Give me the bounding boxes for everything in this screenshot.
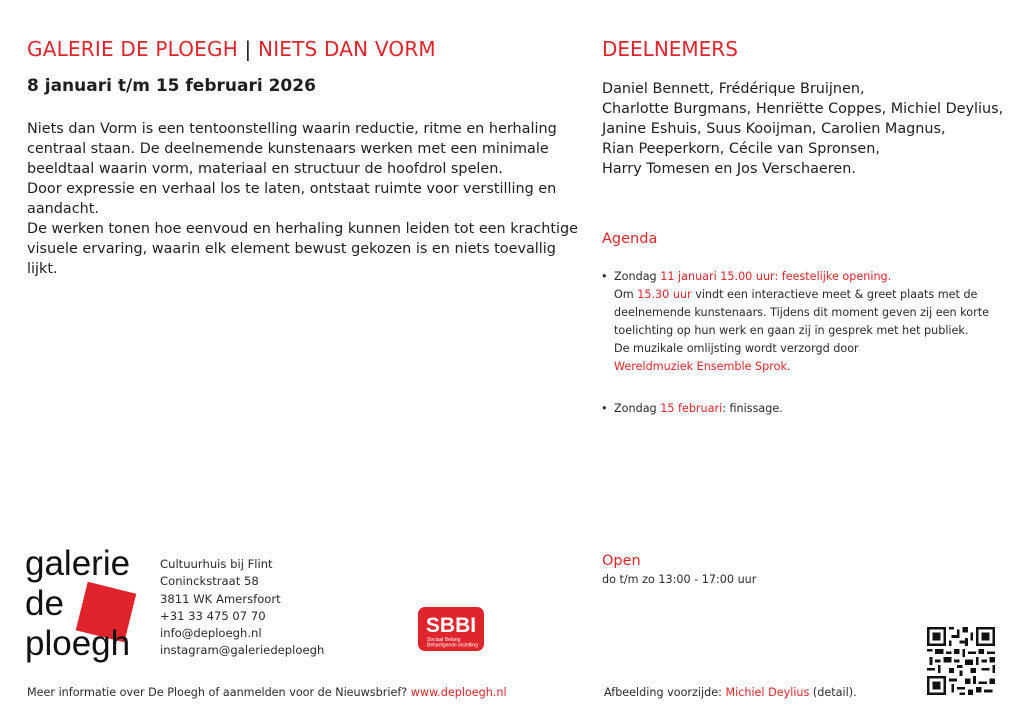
agenda-line: De muzikale omlijsting wordt verzorgd door bbox=[614, 342, 859, 355]
footer-info-text: Meer informatie over De Ploegh of aanmelden voor de Nieuwsbrief? bbox=[27, 686, 411, 699]
agenda-highlight: 11 januari 15.00 uur: feestelijke opening. bbox=[660, 270, 892, 283]
phone-number: +31 33 475 07 70 bbox=[160, 608, 266, 623]
participants-line: Rian Peeperkorn, Cécile van Spronsen, bbox=[602, 141, 880, 157]
sbbi-sub: Behartigende Instelling bbox=[427, 642, 478, 649]
participants-line: Charlotte Burgmans, Henriëtte Coppes, Michiel Deylius, bbox=[602, 101, 1004, 117]
sbbi-name: SBBI bbox=[425, 614, 477, 637]
credit-suffix: (detail). bbox=[809, 686, 857, 699]
bullet-icon: • bbox=[601, 402, 608, 415]
intro-paragraph: Door expressie en verhaal los te laten, ontstaat ruimte voor verstilling en aandacht. bbox=[27, 181, 557, 217]
intro-text bbox=[27, 119, 587, 279]
instagram-link[interactable]: instagram@galeriedeploegh bbox=[160, 643, 325, 658]
agenda-text: Om bbox=[614, 288, 638, 301]
gallery-name: GALERIE DE PLOEGH bbox=[27, 37, 238, 61]
agenda-line: toelichting op hun werk en gaan zij in gesprek met het publiek. bbox=[614, 324, 969, 337]
participants-line: Janine Eshuis, Suus Kooijman, Carolien Magnus, bbox=[602, 121, 946, 137]
agenda-list bbox=[600, 268, 1005, 418]
open-hours: do t/m zo 13:00 - 17:00 uur bbox=[602, 573, 757, 586]
participants-line: Harry Tomesen en Jos Verschaeren. bbox=[602, 161, 856, 177]
qr-code-icon[interactable] bbox=[927, 626, 995, 696]
agenda-text: vindt een interactieve meet & greet plaats met de bbox=[691, 288, 978, 301]
credit-artist: Michiel Deylius bbox=[725, 686, 810, 699]
address-line: Cultuurhuis bij Flint bbox=[160, 557, 273, 571]
agenda-line: deelnemende kunstenaars. Tijdens dit moment geven zij een korte bbox=[614, 306, 989, 319]
website-link[interactable]: www.deploegh.nl bbox=[410, 686, 507, 699]
page-title bbox=[27, 37, 436, 61]
logo-line: galerie bbox=[25, 544, 131, 583]
image-credit bbox=[604, 686, 857, 699]
footer-info bbox=[27, 686, 507, 699]
exhibition-dates: 8 januari t/m 15 februari 2026 bbox=[27, 76, 316, 96]
address-line: 3811 WK Amersfoort bbox=[160, 591, 281, 606]
agenda-item-finissage bbox=[600, 400, 1005, 418]
agenda-highlight: Wereldmuziek Ensemble Sprok. bbox=[614, 360, 791, 373]
address-line: Coninckstraat 58 bbox=[160, 574, 259, 589]
participants-line: Daniel Bennett, Frédérique Bruijnen, bbox=[602, 81, 865, 97]
agenda-line bbox=[614, 400, 1005, 418]
agenda-line bbox=[614, 286, 1005, 304]
credit-prefix: Afbeelding voorzijde: bbox=[604, 686, 726, 699]
sbbi-sub: Sociaal Belang bbox=[427, 637, 461, 643]
email-link[interactable]: info@deploegh.nl bbox=[160, 626, 262, 641]
contact-address bbox=[160, 556, 324, 660]
agenda-highlight: 15 februari bbox=[660, 402, 723, 415]
exhibition-name: NIETS DAN VORM bbox=[258, 37, 436, 61]
intro-paragraph: Niets dan Vorm is een tentoonstelling waarin reductie, ritme en herhaling centraal staan. De deelnemende kunstenaars werken met een minimale beeldtaal waarin vorm, materiaal en structuur de hoofdrol spelen. bbox=[27, 121, 557, 177]
agenda-item-opening bbox=[600, 268, 1005, 376]
agenda-text: Zondag bbox=[614, 270, 661, 283]
agenda-text: : finissage. bbox=[722, 402, 783, 415]
agenda-highlight: 15.30 uur bbox=[637, 288, 692, 301]
sbbi-logo bbox=[417, 606, 485, 652]
agenda-title: Agenda bbox=[602, 231, 658, 247]
participants-list bbox=[602, 79, 1002, 179]
gallery-logo bbox=[25, 544, 130, 664]
title-separator: | bbox=[244, 37, 252, 61]
agenda-line bbox=[614, 268, 1005, 286]
logo-line: ploegh bbox=[25, 624, 131, 663]
participants-title: DEELNEMERS bbox=[602, 37, 738, 61]
intro-paragraph: De werken tonen hoe eenvoud en herhaling kunnen leiden tot een krachtige visuele ervaring, waarin elk element bewust gekozen is en niets toevallig lijkt. bbox=[27, 221, 578, 277]
bullet-icon: • bbox=[601, 270, 608, 283]
agenda-text: Zondag bbox=[614, 402, 661, 415]
logo-line: de bbox=[25, 584, 64, 623]
open-title: Open bbox=[602, 553, 641, 569]
